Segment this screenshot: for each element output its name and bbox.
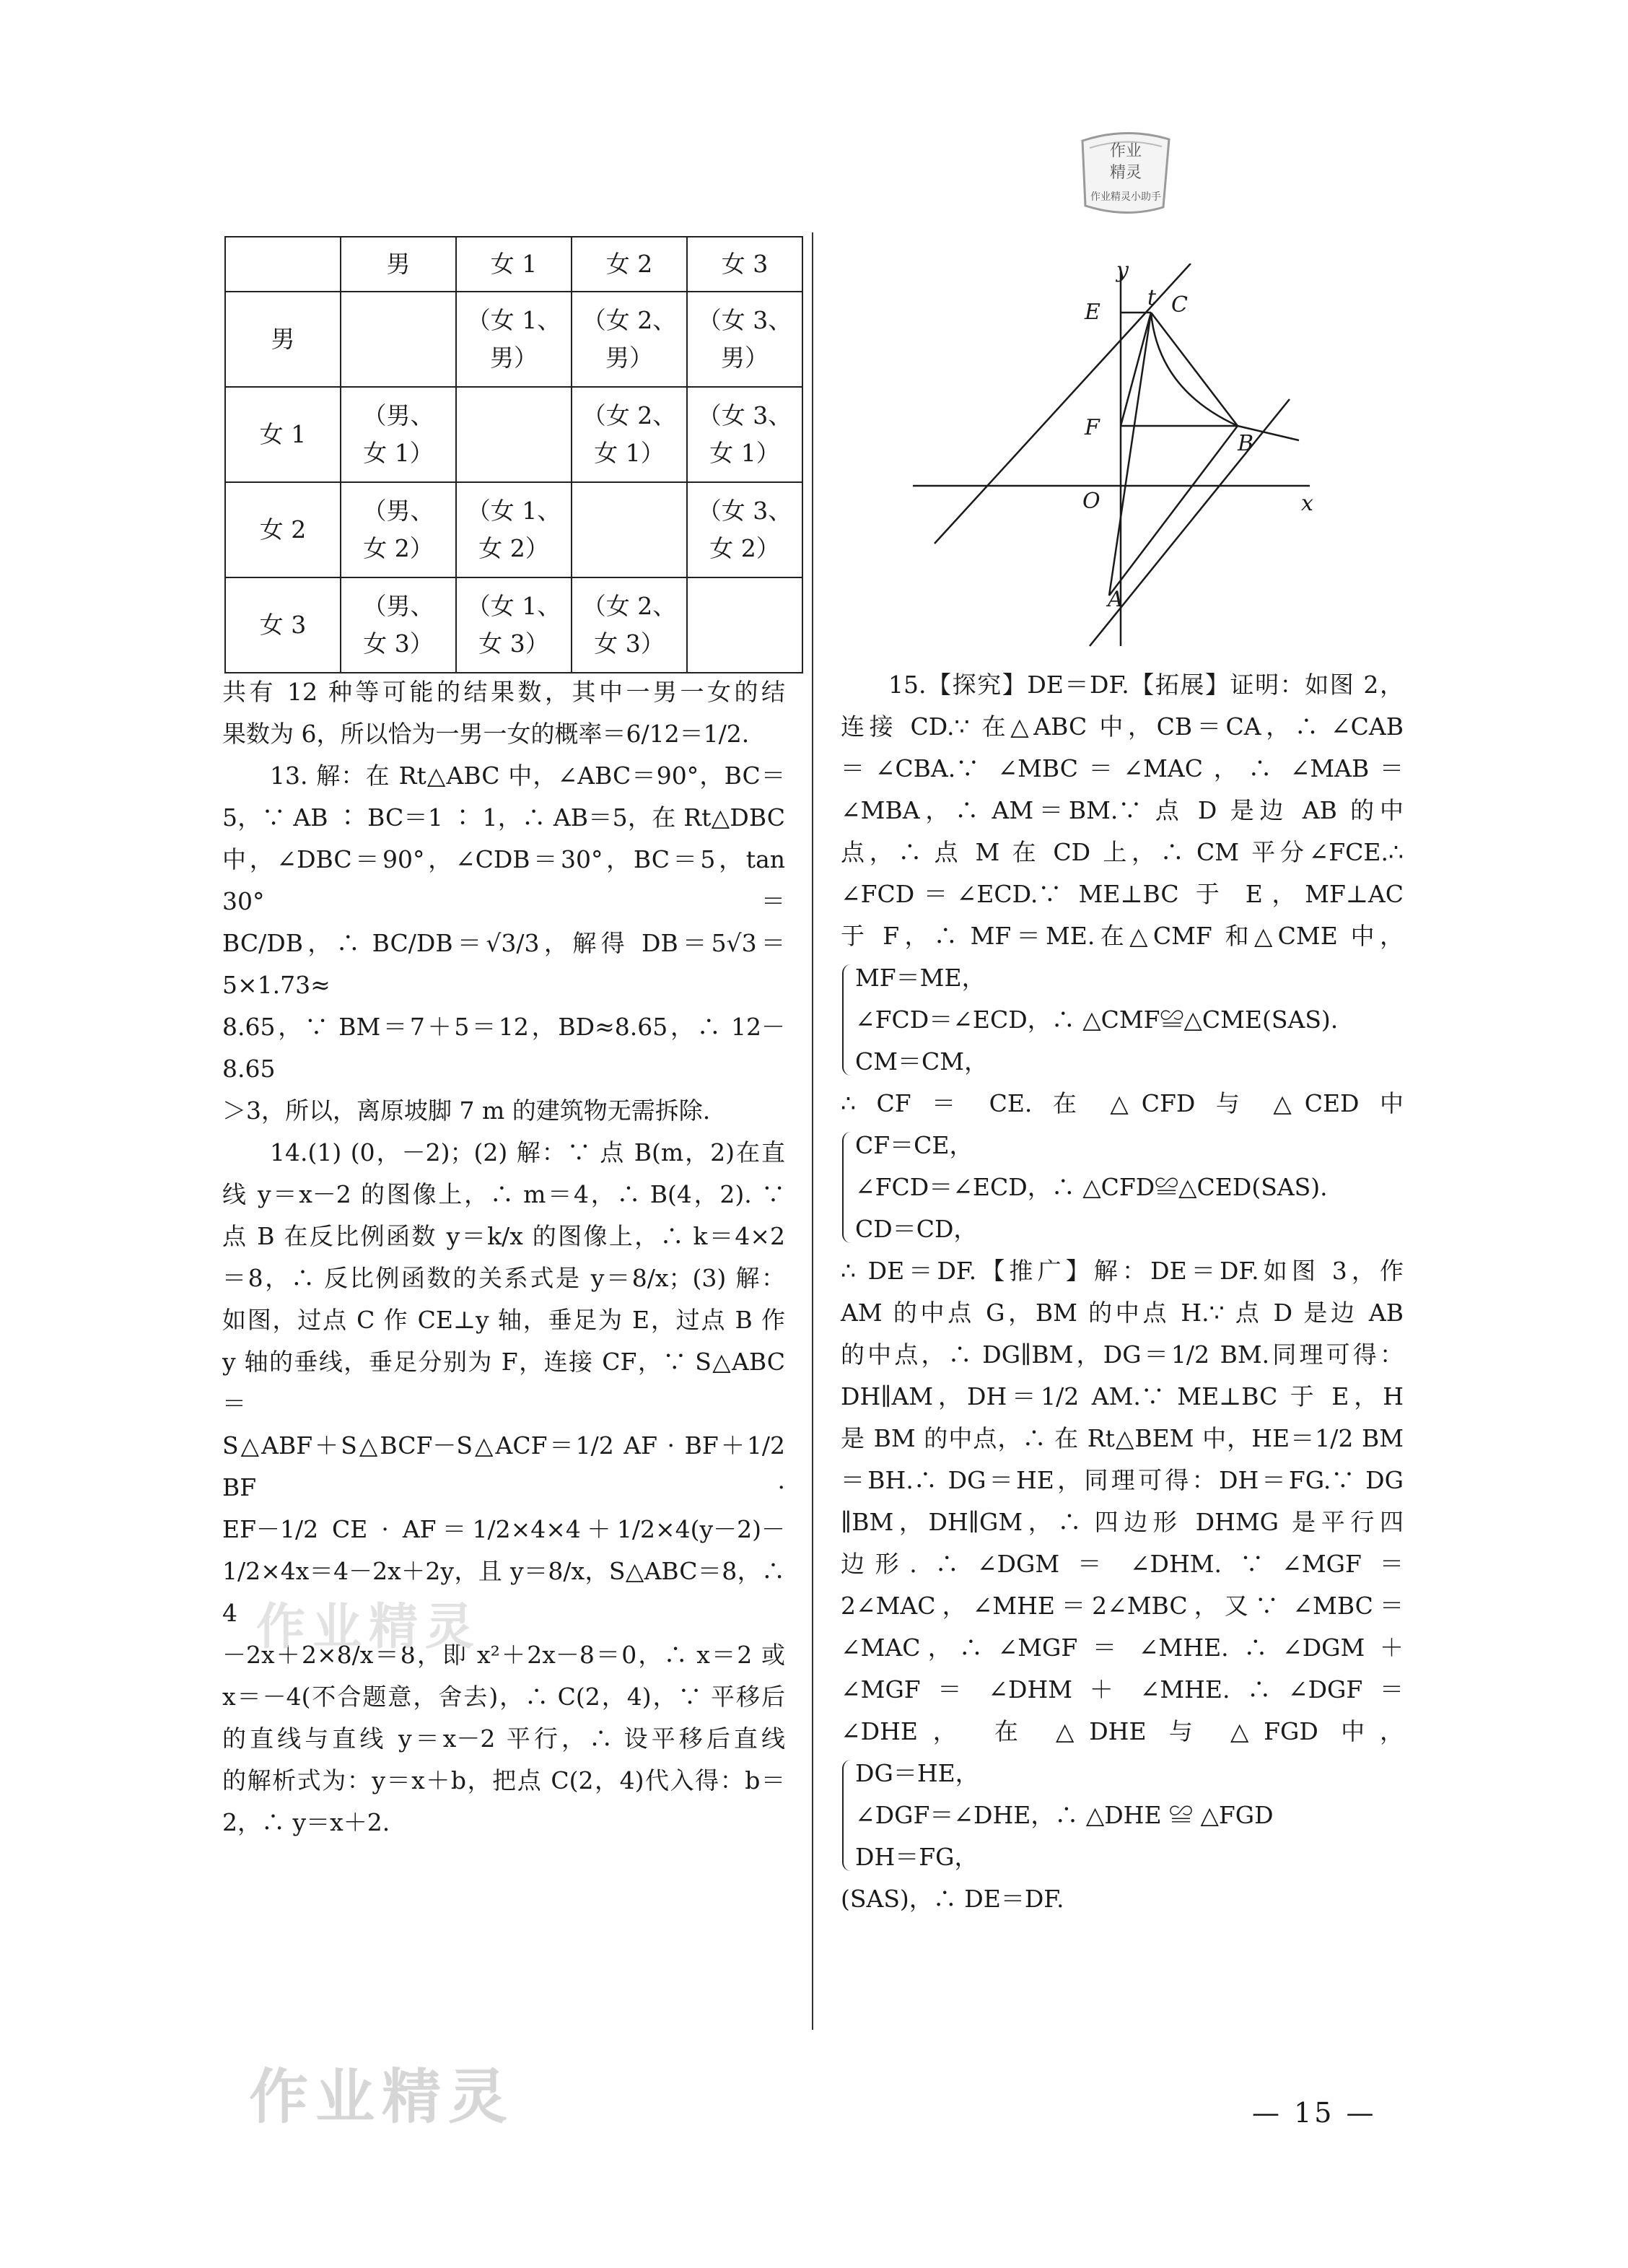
text-line: 的中点，∴ DG∥BM，DG＝1/2 BM.同理可得： [841, 1340, 1404, 1369]
column-divider [812, 232, 813, 2030]
table-cell: （男、 女 2） [341, 482, 456, 577]
text-line: 5，∵ AB ∶ BC＝1 ∶ 1，∴ AB＝5，在 Rt△DBC [222, 803, 785, 832]
point-label-e: E [1085, 300, 1100, 325]
text-line: 是 BM 的中点，∴ 在 Rt△BEM 中，HE＝1/2 BM [841, 1424, 1404, 1452]
table-cell [687, 577, 802, 673]
table-cell: （女 1、 男） [456, 292, 572, 387]
text-line: ∴ CF ＝ CE. 在 △CFD 与 △CED 中 [841, 1089, 1404, 1117]
text-line: ＝8，∴ 反比例函数的关系式是 y＝8/x；(3) 解： [222, 1264, 785, 1292]
text-line: 2，∴ y＝x＋2. [222, 1808, 390, 1836]
row-label: 女 3 [225, 577, 341, 673]
point-label-f: F [1085, 415, 1100, 440]
text-line: 8.65，∵ BM＝7＋5＝12，BD≈8.65，∴ 12－8.65 [222, 1013, 785, 1083]
table-row [225, 482, 802, 577]
text-line: 中，∠DBC＝90°，∠CDB＝30°，BC＝5，tan 30°＝ [222, 845, 785, 915]
equation-line: DH＝FG， [855, 1843, 979, 1871]
equation-line: ∠FCD＝∠ECD，∴ △CMF≌△CME(SAS). [855, 1006, 1339, 1034]
text-line: S△ABF＋S△BCF－S△ACF＝1/2 AF · BF＋1/2 BF · [222, 1431, 785, 1501]
point-label-c: C [1171, 292, 1188, 318]
equation-line: DG＝HE， [855, 1759, 979, 1787]
watermark-text: 作业精灵 [249, 2062, 515, 2132]
text-line: ∠MBA，∴ AM＝BM.∵ 点 D 是边 AB 的中 [841, 796, 1404, 824]
text-line: 1/2×4x＝4－2x＋2y，且 y＝8/x，S△ABC＝8，∴ 4 [222, 1557, 785, 1627]
table-row [225, 387, 802, 482]
table-cell: （女 3、 男） [687, 292, 802, 387]
text-line: 点，∴ 点 M 在 CD 上，∴ CM 平分∠FCE.∴ [841, 838, 1404, 866]
table-cell [456, 387, 572, 482]
text-line: －2x＋2×8/x＝8，即 x²＋2x－8＝0，∴ x＝2 或 [222, 1641, 785, 1669]
text-line: 的直线与直线 y＝x－2 平行，∴ 设平移后直线 [222, 1724, 785, 1753]
stamp-line-1: 作业 [1109, 142, 1142, 160]
point-label-o: O [1082, 489, 1100, 514]
table-cell: （女 3、 女 1） [687, 387, 802, 482]
text-line: 果数为 6，所以恰为一男一女的概率＝6/12＝1/2. [222, 720, 750, 748]
text-line: 2∠MAC，∠MHE＝2∠MBC，又∵ ∠MBC＝ [841, 1592, 1404, 1620]
equation-line: CF＝CE， [855, 1131, 973, 1159]
table-cell: （男、 女 3） [341, 577, 456, 673]
row-label: 女 1 [225, 387, 341, 482]
table-row [225, 577, 802, 673]
table-cell: （女 3、 女 2） [687, 482, 802, 577]
text-line: 线 y＝x－2 的图像上，∴ m＝4，∴ B(4，2). ∵ [222, 1180, 785, 1208]
text-line: ∠MGF ＝ ∠DHM ＋ ∠MHE. ∴ ∠DGF ＝ [841, 1675, 1404, 1704]
text-line: ∥BM，DH∥GM，∴ 四边形 DHMG 是平行四 [841, 1508, 1404, 1536]
table-cell: （女 1、 女 3） [456, 577, 572, 673]
point-label-t: t [1147, 285, 1157, 310]
stamp-line-2: 精灵 [1109, 164, 1142, 182]
equation-line: CD＝CD， [855, 1215, 978, 1243]
text-line: AM 的中点 G，BM 的中点 H.∵ 点 D 是边 AB [841, 1299, 1404, 1327]
outcome-table [224, 236, 803, 673]
row-label: 男 [225, 292, 341, 387]
table-cell: （女 1、 女 2） [456, 482, 572, 577]
equation-line: CM＝CM， [855, 1047, 989, 1076]
point-label-a: A [1108, 587, 1124, 612]
row-label: 女 2 [225, 482, 341, 577]
table-cell [572, 482, 687, 577]
stamp-line-3: 作业精灵小助手 [1090, 191, 1161, 203]
coordinate-figure [906, 258, 1339, 653]
table-header-row [225, 237, 802, 292]
equation-line: ∠DGF＝∠DHE，∴ △DHE ≌ △FGD [855, 1801, 1274, 1829]
text-line: ∠FCD＝∠ECD.∵ ME⊥BC 于 E，MF⊥AC [841, 880, 1404, 908]
text-line: 点 B 在反比例函数 y＝k/x 的图像上，∴ k＝4×2 [222, 1222, 785, 1250]
table-header-cell: 女 3 [687, 237, 802, 292]
text-line: EF－1/2 CE · AF＝1/2×4×4＋1/2×4(y－2)－ [222, 1515, 785, 1543]
text-line: x＝－4(不合题意，舍去)，∴ C(2，4)，∵ 平移后 [222, 1683, 785, 1711]
text-line: 13. 解：在 Rt△ABC 中，∠ABC＝90°，BC＝ [270, 762, 785, 790]
text-line: ∠MAC，∴ ∠MGF ＝ ∠MHE. ∴ ∠DGM ＋ [841, 1634, 1404, 1662]
equation-line: MF＝ME， [855, 964, 986, 992]
text-line: 15.【探究】DE＝DF.【拓展】证明：如图 2， [888, 671, 1404, 699]
text-line: y 轴的垂线，垂足分别为 F，连接 CF，∵ S△ABC＝ [222, 1348, 785, 1418]
table-header-cell: 女 1 [456, 237, 572, 292]
text-line: 于 F，∴ MF＝ME.在△CMF 和△CME 中， [841, 922, 1404, 950]
equation-system [841, 1753, 1404, 1878]
text-line: ∴ DE＝DF.【推广】解：DE＝DF.如图 3，作 [841, 1257, 1404, 1285]
equation-system [841, 957, 1404, 1083]
text-line: 连接 CD.∵ 在△ABC 中，CB＝CA，∴ ∠CAB [841, 712, 1404, 741]
axis-label-x: x [1301, 491, 1313, 516]
text-line: 边形. ∴ ∠DGM ＝ ∠DHM. ∵ ∠MGF ＝ [841, 1550, 1404, 1578]
equation-system [841, 1125, 1404, 1250]
axis-label-y: y [1116, 258, 1129, 283]
text-line: (SAS)，∴ DE＝DF. [841, 1885, 1064, 1913]
table-cell: （女 2、 女 3） [572, 577, 687, 673]
table-header-cell [225, 237, 341, 292]
text-line: 的解析式为：y＝x＋b，把点 C(2，4)代入得：b＝ [222, 1766, 785, 1794]
left-column [222, 671, 785, 1844]
table-cell [341, 292, 456, 387]
table-cell: （男、 女 1） [341, 387, 456, 482]
table-cell: （女 2、 女 1） [572, 387, 687, 482]
text-line: ＝BH.∴ DG＝HE，同理可得：DH＝FG.∵ DG [841, 1466, 1404, 1494]
text-line: 共有 12 种等可能的结果数，其中一男一女的结 [222, 678, 785, 706]
text-line: DH∥AM，DH＝1/2 AM.∵ ME⊥BC 于 E，H [841, 1382, 1404, 1410]
equation-line: ∠FCD＝∠ECD，∴ △CFD≌△CED(SAS). [855, 1173, 1328, 1201]
text-line: 如图，过点 C 作 CE⊥y 轴，垂足为 E，过点 B 作 [222, 1306, 785, 1334]
text-line: ＝∠CBA.∵ ∠MBC＝∠MAC，∴ ∠MAB＝ [841, 754, 1404, 782]
table-header-cell: 男 [341, 237, 456, 292]
table-header-cell: 女 2 [572, 237, 687, 292]
text-line: 14.(1) (0，－2)；(2) 解：∵ 点 B(m，2)在直 [270, 1138, 785, 1166]
text-line: ∠DHE， 在 △DHE 与 △FGD 中， [841, 1717, 1404, 1745]
watermark-text: 作业精灵 [256, 1598, 482, 1656]
right-column [841, 664, 1404, 1920]
point-label-b: B [1238, 431, 1254, 456]
table-cell: （女 2、 男） [572, 292, 687, 387]
text-line: ＞3，所以，离原坡脚 7 m 的建筑物无需拆除. [222, 1096, 711, 1125]
page-number: — 15 — [1252, 2097, 1377, 2129]
table-row [225, 292, 802, 387]
text-line: BC/DB，∴ BC/DB＝√3/3，解得 DB＝5√3＝5×1.73≈ [222, 929, 785, 999]
